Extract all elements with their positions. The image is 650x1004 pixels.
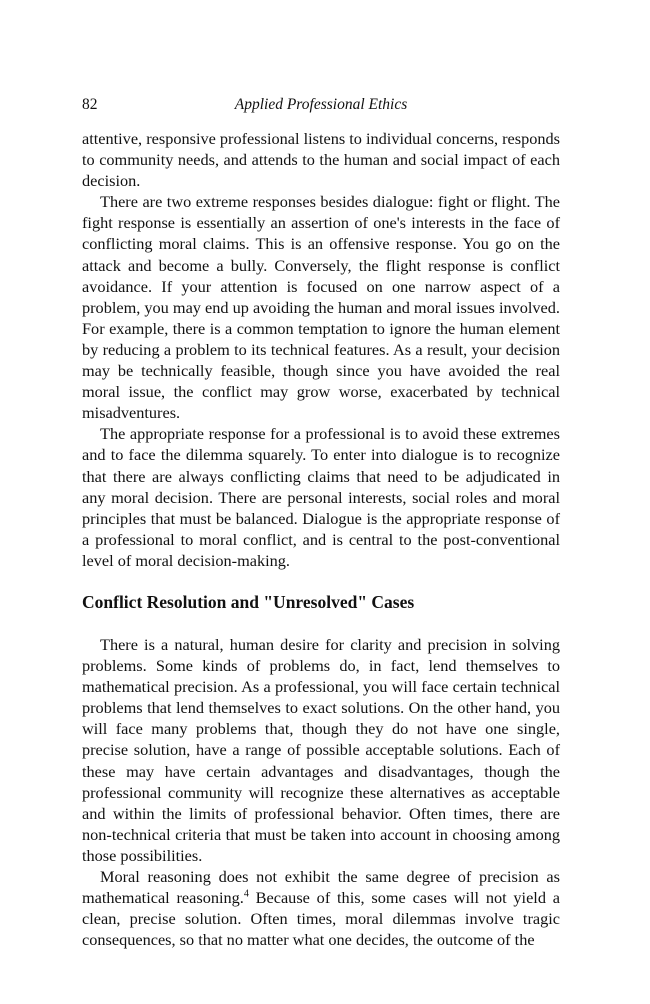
- paragraph-desire-for-clarity: There is a natural, human desire for clarity and precision in solving problems. Some kinds of problems do, in fact, lend themselves to mathematical precision. As a professional, you will face certain technical problems that lend themselves to exact solutions. On the other hand, you will face many problems that, though they do not have one single, precise solution, have a range of possible acceptable solutions. Each of these may have certain advantages and disadvantages, though the professional community will recognize these alternatives as acceptable and within the limits of professional behavior. Often times, there are non-technical criteria that must be taken into account in choosing among those possibilities.: [82, 634, 560, 865]
- footnote-marker: 4: [243, 888, 249, 900]
- paragraph-fight-or-flight: There are two extreme responses besides dialogue: fight or flight. The fight response is essentially an assertion of one's interests in the face of conflicting moral claims. This is an offensive response. You go on the attack and become a bully. Conversely, the flight response is conflict avoidance. If your attention is focused on one narrow aspect of a problem, you may end up avoiding the human and moral issues involved. For example, there is a common temptation to ignore the human element by reducing a problem to its technical features. As a result, your decision may be technically feasible, though since you have avoided the real moral issue, the conflict may grow worse, exacerbated by technical misadventures.: [82, 192, 560, 423]
- paragraph-moral-reasoning: [82, 866, 560, 950]
- paragraph-moral-reasoning-rest: Because of this, some cases will not yield a clean, precise solution. Often times, moral dilemmas involve tragic consequences, so that no matter what one decides, the outcome of the: [82, 888, 560, 950]
- paragraph-moral-reasoning-start: Moral reasoning does not exhibit the same degree of precision as mathematical reasoning.: [82, 867, 560, 908]
- paragraph-continued: attentive, responsive professional listens to individual concerns, responds to community needs, and attends to the human and social impact of each decision.: [82, 129, 560, 191]
- section-heading: Conflict Resolution and "Unresolved" Cases: [82, 591, 415, 612]
- body-text: [82, 128, 560, 950]
- paragraph-appropriate-response: The appropriate response for a professional is to avoid these extremes and to face the dilemma squarely. To enter into dialogue is to recognize that there are always conflicting claims that need to be adjudicated in any moral decision. There are personal interests, social roles and moral principles that must be balanced. Dialogue is the appropriate response of a professional to moral conflict, and is central to the post-conventional level of moral decision-making.: [82, 424, 560, 570]
- running-title: Applied Professional Ethics: [234, 96, 408, 113]
- page-number: 82: [82, 96, 98, 113]
- book-page: [82, 94, 560, 950]
- running-head: [82, 94, 560, 116]
